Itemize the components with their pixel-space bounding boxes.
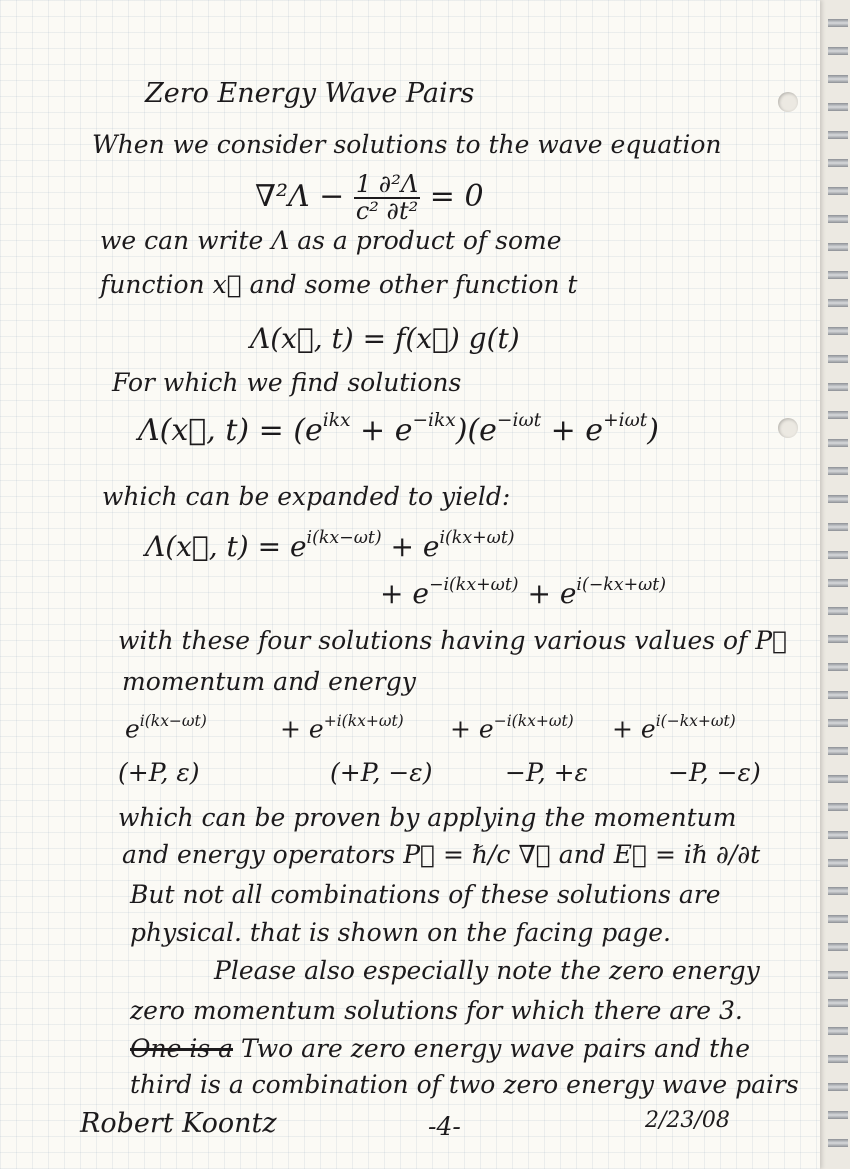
momentum-energy-pair-4: −P, −ε) [668, 758, 761, 787]
wave-term-1 [125, 712, 207, 744]
solution-exponent-1: ikx [322, 410, 351, 431]
momentum-operator: P⃗ = ℏ/c ∇⃗ [403, 840, 551, 869]
page-date: 2/23/08 [645, 1108, 730, 1133]
expanded-exponent-4: i(−kx+ωt) [576, 575, 667, 595]
fraction-numerator: 1 ∂²Λ [354, 172, 420, 199]
text-line-note-2: zero momentum solutions for which there are 3. [130, 996, 743, 1025]
note-3-text: Two are zero energy wave pairs and the [233, 1034, 751, 1063]
text-line-product-1: we can write Λ as a product of some [100, 226, 562, 255]
momentum-energy-pair-2: (+P, −ε) [330, 758, 433, 787]
wave-term-1-exponent: i(kx−ωt) [139, 712, 207, 730]
solution-end: ) [647, 412, 659, 448]
solution-lhs: Λ(x⃗, t) = (e [138, 412, 323, 448]
momentum-energy-pair-1: (+P, ε) [118, 758, 200, 787]
four-solutions-text: with these four solutions having various values of [118, 626, 748, 655]
momentum-energy-pair-3: −P, +ε [505, 758, 588, 787]
expanded-exponent-3: −i(kx+ωt) [428, 575, 519, 595]
text-line-four-solutions [118, 626, 787, 655]
text-line-expand: which can be expanded to yield: [102, 482, 511, 511]
binder-hole-middle [778, 418, 798, 438]
text-line-find: For which we find solutions [112, 368, 462, 397]
text-line-proven: which can be proven by applying the momentum [118, 803, 737, 832]
expanded-plus-4: + e [518, 577, 577, 611]
text-line-note-3 [130, 1034, 750, 1063]
wave-equation-lhs: ∇²Λ − [255, 179, 345, 215]
text-line-product-2: function x⃗ and some other function t [100, 270, 578, 299]
wave-term-2-exponent: +i(kx+ωt) [323, 712, 404, 730]
solution-plus-2: + e [541, 412, 604, 448]
wave-term-2-base: + e [280, 714, 324, 744]
text-line-operators [122, 840, 760, 869]
page-number: -4- [428, 1112, 461, 1141]
energy-operator: E⃗ = iℏ ∂/∂t [613, 840, 761, 869]
spiral-binding [828, 10, 848, 1160]
struck-text: One is a [130, 1034, 234, 1063]
expanded-equation-line-2 [380, 575, 666, 610]
solution-equation [138, 410, 659, 448]
expanded-exponent-1: i(kx−ωt) [306, 528, 382, 548]
solution-exponent-3: −iωt [496, 410, 542, 431]
wave-term-3 [450, 712, 574, 744]
expanded-exponent-2: i(kx+ωt) [439, 528, 515, 548]
wave-term-3-base: + e [450, 714, 494, 744]
wave-equation [255, 172, 484, 224]
operators-and: and [558, 840, 606, 869]
page-title: Zero Energy Wave Pairs [145, 78, 475, 109]
solution-plus: + e [350, 412, 413, 448]
product-equation: Λ(x⃗, t) = f(x⃗) g(t) [250, 322, 520, 355]
text-line-note-4: third is a combination of two zero energy wave pairs [130, 1070, 799, 1099]
author-signature: Robert Koontz [80, 1108, 277, 1139]
wave-term-2 [280, 712, 404, 744]
text-line-note-1: Please also especially note the zero energy [214, 956, 760, 985]
solution-exponent-4: +iωt [603, 410, 648, 431]
solution-exponent-2: −ikx [412, 410, 456, 431]
text-line-physical-2: physical. that is shown on the facing page. [130, 918, 671, 947]
fraction-denominator: c² ∂t² [355, 197, 419, 226]
wave-term-1-base: e [125, 714, 140, 744]
expanded-equation-line-1 [145, 528, 515, 563]
wave-term-4-exponent: i(−kx+ωt) [655, 712, 736, 730]
text-line-physical-1: But not all combinations of these solutions are [130, 880, 721, 909]
expanded-plus-3: + e [380, 577, 429, 611]
solution-middle: )(e [455, 412, 497, 448]
binder-hole-top [778, 92, 798, 112]
wave-term-4 [612, 712, 736, 744]
operators-text: and energy operators [122, 840, 396, 869]
expanded-lhs: Λ(x⃗, t) = e [145, 530, 307, 564]
wave-equation-fraction [354, 172, 420, 224]
wave-term-3-exponent: −i(kx+ωt) [493, 712, 574, 730]
expanded-plus: + e [381, 530, 440, 564]
wave-equation-rhs: = 0 [429, 179, 484, 215]
momentum-symbol: P⃗ [755, 626, 788, 655]
wave-term-4-base: + e [612, 714, 656, 744]
text-line-momentum-energy: momentum and energy [122, 667, 416, 696]
text-line-intro: When we consider solutions to the wave equation [92, 130, 722, 159]
